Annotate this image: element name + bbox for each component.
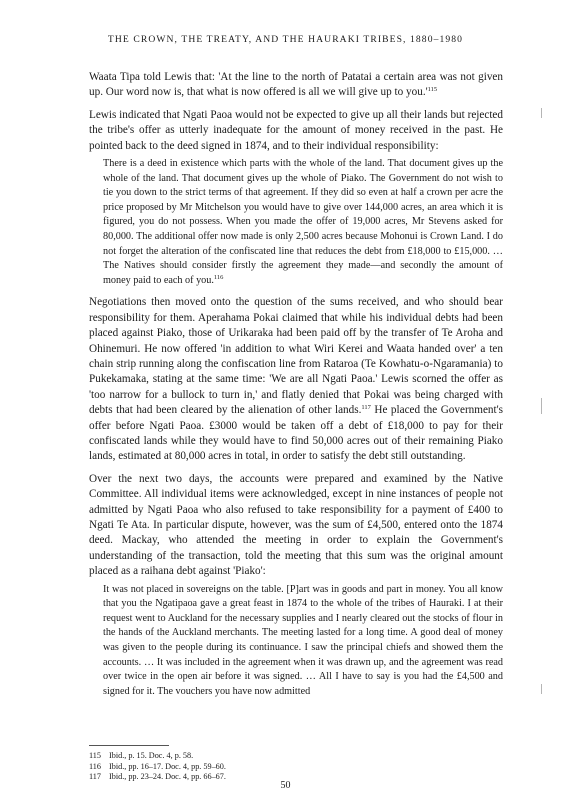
margin-mark xyxy=(541,398,542,414)
paragraph-text: Waata Tipa told Lewis that: 'At the line to the north of Patatai a certain area was not given up. Our word now is, that what is now offered is all we will give up to you.' xyxy=(89,71,503,99)
paragraph-text: Negotiations then moved onto the question of the sums received, and who should bear responsibility for them. Aperahama Pokai claimed that while his individual debts had been placed against Piako, those of Urikaraka had been paid off by the transfer of Te Aroha and Ohinemuri. He now offered 'in addition to what Wiri Kerei and Waata handed over' a ten chain strip running along the confiscation line from Rataroa (Te Kowhatu-o-Ngaramania) to Pukekamaka, stating at the same time: 'We are all Ngati Paoa.' Lewis scorned the offer as 'too narrow for a bullock to turn in,' and flatly denied that Pokai was being charged with debts that had been cleared by the alienation of other lands. xyxy=(89,296,503,417)
paragraph xyxy=(89,108,503,154)
footnote-number: 116 xyxy=(89,761,101,771)
footnote-text: Ibid., pp. 16–17. Doc. 4, pp. 59–60. xyxy=(109,761,226,771)
block-quote xyxy=(89,583,503,700)
paragraph xyxy=(89,70,503,101)
footnotes xyxy=(89,751,503,783)
margin-mark xyxy=(541,684,542,694)
page-number: 50 xyxy=(280,780,291,791)
footnote-ref: 117 xyxy=(361,404,371,412)
paragraph-text: Over the next two days, the accounts were prepared and examined by the Native Committee. All individual items were acknowledged, except in nine instances of people not admitted by Ngati Paoa who also refused to take responsibility for a payment of £400 to Ngati Te Ata. In particular dispute, however, was the sum of £4,500, entered onto the 1874 deed. Mackay, who attended the meeting in order to explain the Government's understanding of the transaction, told the meeting that this sum was the original amount placed as a raihana debt against 'Piako': xyxy=(89,472,503,578)
quote-text: It was not placed in sovereigns on the table. [P]art was in goods and part in money. You all know that you the Ngatipaoa gave a great feast in 1874 to the whole of the tribes of Hauraki. I at their request went to Auckland for the necessary supplies and I nearly cleared out the stocks of flour in the hands of the Auckland merchants. The meeting lasted for a long time. A good deal of money was given to the people during its continuance. I saw the principal chiefs and showed them the accounts. … It was included in the agreement when it was drawn up, and the agreement was read over twice in the open air before it was signed. … All I have to say is you had the £4,500 and signed for it. The vouchers you have now admitted xyxy=(103,583,503,697)
footnote-divider xyxy=(89,745,169,746)
main-text xyxy=(89,70,503,706)
margin-mark xyxy=(541,108,542,118)
footnote-number: 115 xyxy=(89,751,101,760)
footnote xyxy=(89,751,503,762)
paragraph xyxy=(89,472,503,580)
footnote-ref: 116 xyxy=(213,273,224,281)
footnote-number: 117 xyxy=(89,772,101,782)
footnote-text: Ibid., pp. 23–24. Doc. 4, pp. 66–67. xyxy=(109,772,226,782)
footnote-ref: 115 xyxy=(427,86,438,94)
footnote-text: Ibid., p. 15. Doc. 4, p. 58. xyxy=(109,751,194,760)
paragraph-text: He placed the Government's offer before Ngati Paoa. £3000 would be taken off a debt of £18,000 to pay for their confiscated lands while they would have to find 50,000 acres out of their remaining Piako lands, estimated at 80,000 acres in total, in order to satisfy the debt still outstanding. xyxy=(89,404,503,463)
paragraph-text: Lewis indicated that Ngati Paoa would not be expected to give up all their lands but rejected the tribe's offer as utterly inadequate for the amount of money received in the past. He pointed back to the deed signed in 1874, and to their individual responsibility: xyxy=(89,108,503,152)
running-header: THE CROWN, THE TREATY, AND THE HAURAKI TRIBES, 1880–1980 xyxy=(107,34,464,45)
footnote xyxy=(89,762,503,773)
paragraph xyxy=(89,295,503,464)
quote-text: There is a deed in existence which parts with the whole of the land. That document gives up the whole of the land. That document gives up the whole of Piako. The Government do not wish to tie you down to the strict terms of that agreement. If they did so even at half a crown per acre the price proposed by Mr Mitchelson you would have to give over 144,000 acres, an area which it is figured, you do not possess. When you made the offer of 19,000 acres, Mr Stevens asked for 80,000. The additional offer now made is only 2,500 acres because Mohonui is Crown Land. I do not forget the alteration of the confiscated line that reduces the debt from £18,000 to £15,000. … The Natives should consider firstly the agreement they made—and secondly the amount of money paid to each of you. xyxy=(103,158,503,286)
block-quote xyxy=(89,157,503,288)
